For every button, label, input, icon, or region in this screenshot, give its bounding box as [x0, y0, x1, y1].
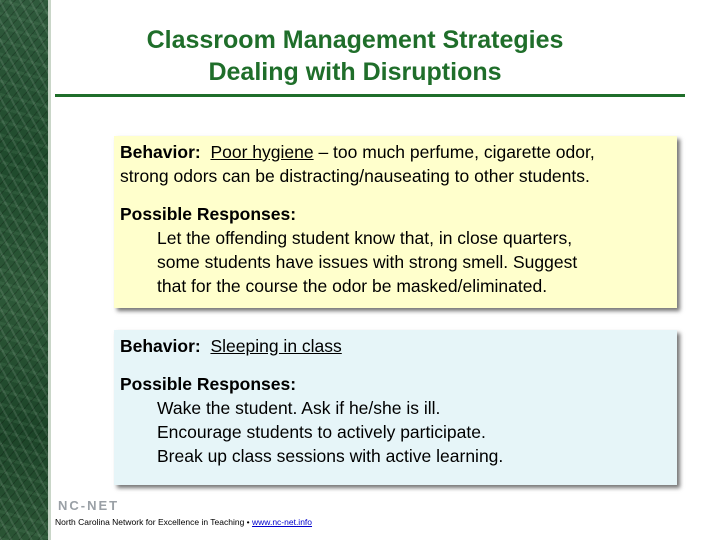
responses-heading — [120, 372, 671, 396]
behavior-detail: – too much perfume, cigarette odor, — [313, 142, 595, 162]
behavior-label: Behavior: — [120, 336, 201, 356]
footer-text: North Carolina Network for Excellence in Teaching • — [55, 517, 250, 527]
behavior-line — [120, 140, 671, 188]
responses-heading — [120, 202, 671, 226]
hygiene-box — [114, 136, 677, 308]
nc-net-logo: NC-NET — [58, 498, 120, 513]
behavior-label: Behavior: — [120, 142, 201, 162]
response-line: that for the course the odor be masked/eliminated. — [157, 276, 548, 296]
marble-edge — [48, 0, 51, 540]
decorative-marble-bar — [0, 0, 48, 540]
response-line: some students have issues with strong smell. Suggest — [157, 252, 578, 272]
response-line: Let the offending student know that, in close quarters, — [157, 228, 573, 248]
behavior-topic: Sleeping in class — [210, 336, 342, 356]
title-divider — [55, 94, 685, 97]
title-line-1: Classroom Management Strategies — [146, 26, 564, 54]
response-line: Encourage students to actively participate. — [157, 422, 486, 442]
footer-link[interactable]: www.nc-net.info — [252, 517, 313, 527]
responses-label: Possible Responses: — [120, 374, 297, 394]
title-line-2: Dealing with Disruptions — [208, 58, 502, 86]
responses-list — [120, 396, 671, 468]
behavior-line — [120, 334, 671, 358]
responses-label: Possible Responses: — [120, 204, 297, 224]
footer — [55, 517, 312, 527]
behavior-topic: Poor hygiene — [210, 142, 314, 162]
behavior-detail-2: strong odors can be distracting/nauseating to other students. — [120, 166, 590, 186]
responses-list — [120, 226, 671, 298]
response-line: Break up class sessions with active learning. — [157, 446, 504, 466]
sleeping-box — [114, 330, 677, 485]
response-line: Wake the student. Ask if he/she is ill. — [157, 398, 441, 418]
slide-title — [60, 24, 650, 88]
